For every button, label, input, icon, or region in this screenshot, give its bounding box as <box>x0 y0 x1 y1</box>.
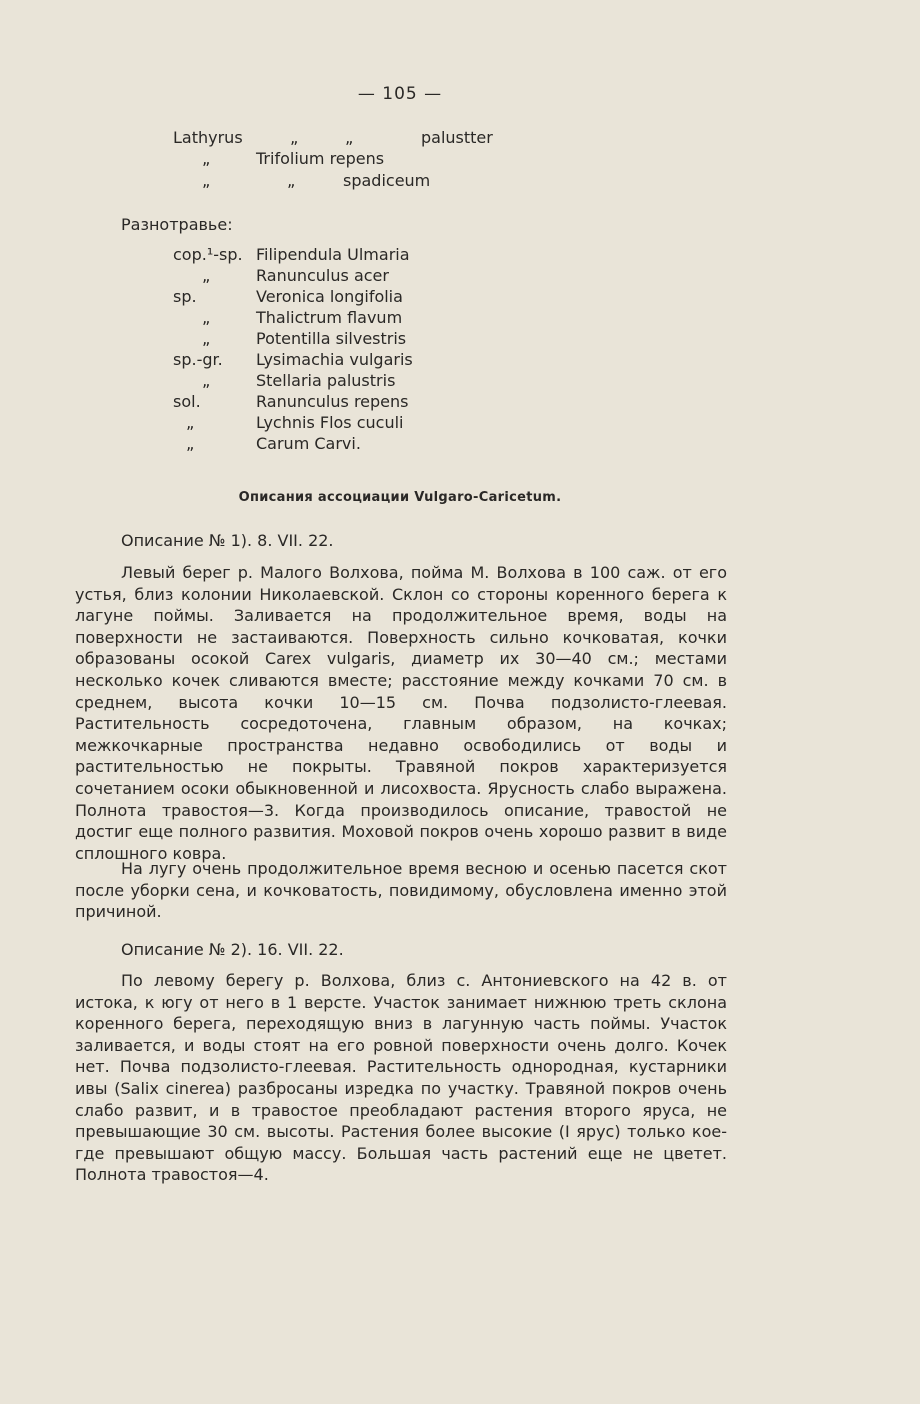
species-epithet: palustter <box>421 128 493 147</box>
description-1-title: Описание № 1). 8. VII. 22. <box>121 531 334 550</box>
abundance: „ <box>202 308 211 327</box>
description-2-paragraph-1: По левому берегу р. Волхова, близ с. Антониевского на 42 в. от истока, к югу от него в 1 версте. Участок занимает нижнюю треть склона коренного берега, переходящую вниз в лагунную часть поймы. Участок заливается, и воды стоят на его ровной поверхности очень долго. Кочек нет. Почва подзолисто-глеевая. Растительность однородная, кустарники ивы (Salix cinerea) разбросаны изредка по участку. Травяной покров очень слабо развит, и в травостое преобладают растения второго яруса, не превышающие 30 см. высоты. Растения более высокие (I ярус) только кое-где превышают общую массу. Большая часть растений еще не цветет. Полнота травостоя—4. <box>75 971 727 1185</box>
species-epithet: spadiceum <box>343 171 431 190</box>
species-genus: Lathyrus <box>173 128 243 147</box>
species-name: Carum Carvi. <box>256 434 361 453</box>
page-number: — 105 — <box>357 84 443 104</box>
species-name: Filipendula Ulmaria <box>256 245 410 264</box>
species-name: Lychnis Flos cuculi <box>256 413 404 432</box>
section-heading: Описания ассоциации Vulgaro-Caricetum. <box>238 490 562 505</box>
species-name: Lysimachia vulgaris <box>256 350 413 369</box>
ditto-mark: „ <box>290 128 299 147</box>
abundance: „ <box>202 329 211 348</box>
species-name: Trifolium repens <box>256 149 385 168</box>
species-name: Thalictrum flavum <box>256 308 403 327</box>
ditto-mark: „ <box>202 171 211 190</box>
ditto-mark: „ <box>345 128 354 147</box>
ditto-mark: „ <box>202 149 211 168</box>
description-2-title: Описание № 2). 16. VII. 22. <box>121 940 344 959</box>
species-name: Ranunculus repens <box>256 392 409 411</box>
abundance: „ <box>202 266 211 285</box>
abundance: „ <box>202 371 211 390</box>
abundance: „ <box>186 434 195 453</box>
description-1-paragraph-1: Левый берег р. Малого Волхова, пойма М. Волхова в 100 саж. от его устья, близ колонии Николаевской. Склон со стороны коренного берега к лагуне поймы. Заливается на продолжительное время, воды на поверхности не застаиваются. Поверхность сильно кочковатая, кочки образованы осокой Carex vulgaris, диаметр их 30—40 см.; местами несколько кочек сливаются вместе; расстояние между кочками 70 см. в среднем, высота кочки 10—15 см. Почва подзолисто-глеевая. Растительность сосредоточена, главным образом, на кочках; межкочкарные пространства недавно освободились от воды и растительностью не покрыты. Травяной покров характеризуется сочетанием осоки обыкновенной и лисохвоста. Ярусность слабо выражена. Полнота травостоя—3. Когда производилось описание, травостой не достиг еще полного развития. Моховой покров очень хорошо развит в виде сплошного ковра. <box>75 563 727 863</box>
abundance: sp.-gr. <box>173 350 223 369</box>
abundance: sol. <box>173 392 201 411</box>
species-name: Stellaria palustris <box>256 371 396 390</box>
species-name: Veronica longifolia <box>256 287 403 306</box>
abundance: sp. <box>173 287 197 306</box>
ditto-mark: „ <box>287 171 296 190</box>
forbs-label: Разнотравье: <box>121 215 233 234</box>
description-1-paragraph-2: На лугу очень продолжительное время весною и осенью пасется скот после уборки сена, и кочковатость, повидимому, обусловлена именно этой причиной. <box>75 859 727 922</box>
species-name: Potentilla silvestris <box>256 329 407 348</box>
abundance: cop.¹-sp. <box>173 245 243 264</box>
species-name: Ranunculus acer <box>256 266 389 285</box>
abundance: „ <box>186 413 195 432</box>
